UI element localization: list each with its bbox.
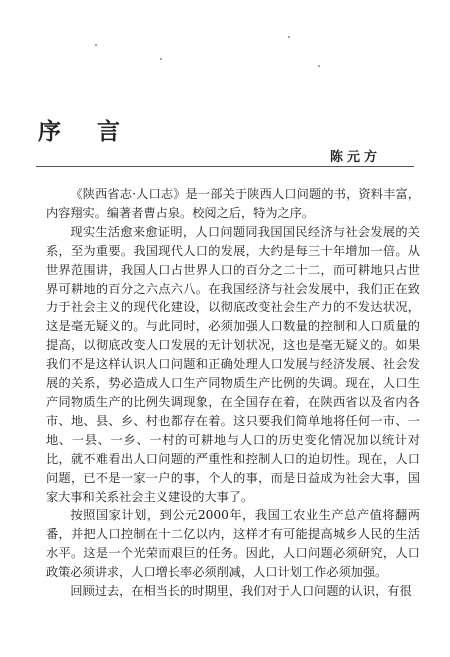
title-divider (36, 166, 414, 167)
scan-speck (95, 44, 97, 46)
paragraph-4: 回顾过去，在相当长的时期里，我们对于人口问题的认识，有很 (70, 584, 412, 599)
paragraph-3: 按照国家计划，到公元2000年，我国工农业生产总产值将翻两番，并把人口控制在十二亿以内，这样才有可能提高城乡人民的生活水平。这是一个光荣而艰巨的任务。因此，人口问题必须研究，人口政策必须讲求，人口增长率必须削减，人口计划工作必须加强。 (46, 508, 420, 580)
paragraph-2: 现实生活愈来愈证明，人口问题同我国国民经济与社会发展的关系，至为重要。我国现代人口的发展，大约是每三十年增加一倍。从世界范围讲，我国人口占世界人口的百分之二十二，而可耕地只占世界可耕地的百分之六点六八。在我国经济与社会发展中，我们正在致力于社会主义的现代化建设，以彻底改变社会生产力的不发达状况，这是毫无疑义的。与此同时，必须加强人口数量的控制和人口质量的提高，以彻底改变人口发展的无计划状况，这也是毫无疑义的。如果我们不是这样认识人口问题和正确处理人口发展与经济发展、社会发展的关系，势必造成人口生产同物质生产比例的失调。现在，人口生产同物质生产的比例失调现象，在全国存在着，在陕西省以及省内各市、地、县、乡、村也都存在着。这只要我们简单地将任何一市、一地、一县、一乡、一村的可耕地与人口的历史变化情况加以统计对比，就不难看出人口问题的严重性和控制人口的迫切性。现在，人口问题，已不是一家一户的事，个人的事，而是日益成为社会大事，国家大事和关系社会主义建设的大事了。 (46, 224, 420, 504)
scan-speck (160, 58, 162, 60)
scan-speck (288, 36, 290, 38)
body-text (46, 185, 420, 601)
scan-speck (318, 65, 320, 67)
page-title: 序 言 (38, 118, 135, 145)
author-name: 陈元方 (330, 150, 382, 165)
paragraph-1: 《陕西省志·人口志》是一部关于陕西人口问题的书，资料丰富，内容翔实。编著者曹占泉。校阅之后，特为之序。 (46, 187, 420, 220)
